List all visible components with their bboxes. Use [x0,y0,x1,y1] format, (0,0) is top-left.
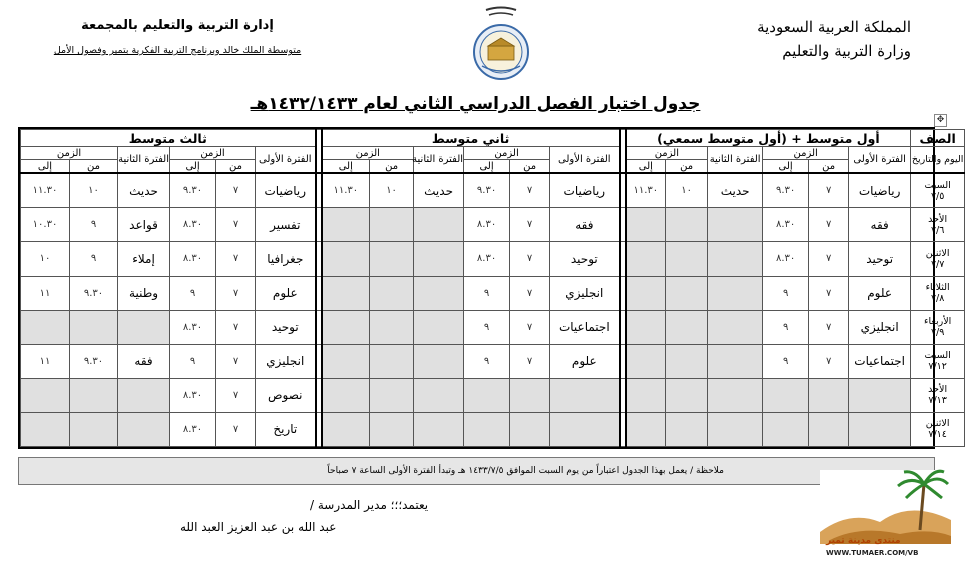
time-header: الزمن [21,147,118,160]
period2-to [322,412,370,446]
day-date: ٧/٨ [930,293,945,305]
period1-from: ٧ [216,208,256,242]
table-header [21,130,965,174]
period2-to [322,276,370,310]
period2-subject: إملاء [118,242,170,276]
day-date: ٧/١٣ [928,395,947,407]
period2-header: الفترة الثانية [708,147,763,174]
period1-to [763,412,809,446]
period1-to [464,378,510,412]
period2-to [626,242,666,276]
period1-to: ٩ [170,276,216,310]
principal-name: عبد الله بن عبد العزيز العبد الله [180,520,337,534]
period1-from [510,412,550,446]
period2-to [21,378,70,412]
period1-to: ٨.٣٠ [170,242,216,276]
period1-subject: انجليزي [256,344,316,378]
section-header-3: ثالث متوسط [21,130,316,147]
day-date: ٧/١٢ [928,361,947,373]
period1-subject: علوم [256,276,316,310]
day-date-header: اليوم والتاريخ [911,147,965,174]
period1-subject: نصوص [256,378,316,412]
period1-header: الفترة الأولى [849,147,911,174]
school-label: متوسطة الملك خالد وبرنامج التربية الفكرية بتمير وفصول الأمل [53,45,302,56]
from-header: من [809,160,849,174]
table-row [21,310,965,344]
period1-to: ٩ [763,310,809,344]
period1-from [809,412,849,446]
period1-subject: رياضيات [256,173,316,208]
period1-subject: توحيد [256,310,316,344]
table-row [21,173,965,208]
period2-to [626,412,666,446]
to-header: إلى [21,160,70,174]
day-name: الاثنين [925,247,950,259]
period2-to [322,310,370,344]
period2-to: ١١ [21,344,70,378]
period1-subject [550,378,620,412]
table-move-handle-icon[interactable]: ✥ [934,114,947,127]
period2-subject [708,276,763,310]
period1-subject: توحيد [849,242,911,276]
section-divider [316,173,322,208]
period2-to [322,208,370,242]
period1-to: ٨.٣٠ [170,378,216,412]
period2-subject [414,208,464,242]
period2-subject [708,242,763,276]
day-date: ٧/٩ [930,327,945,339]
kingdom-label: المملكة العربية السعودية [757,18,911,36]
period2-to: ١٠.٣٠ [21,208,70,242]
period1-from: ٧ [216,310,256,344]
period2-to [626,208,666,242]
period1-subject: اجتماعيات [849,344,911,378]
day-date-cell [911,208,965,242]
period2-from [666,276,708,310]
day-date: ٧/٦ [930,224,945,236]
exam-schedule-table [18,127,964,449]
period2-from [70,310,118,344]
period2-subject [118,412,170,446]
period2-subject [708,412,763,446]
period2-subject: حديث [414,173,464,208]
time-header: الزمن [464,147,550,160]
period2-subject: وطنية [118,276,170,310]
period2-from: ٩ [70,208,118,242]
day-name: الأحد [928,213,948,225]
period2-from: ١٠ [666,173,708,208]
section-divider [620,173,626,208]
table-body [21,173,965,447]
page-title-wrap [0,94,951,114]
period1-subject: رياضيات [550,173,620,208]
table-row [21,344,965,378]
day-date-cell [911,173,965,208]
period1-header: الفترة الأولى [256,147,316,174]
day-date: ٧/١٤ [928,429,947,441]
section-header-2: ثاني متوسط [322,130,620,147]
section-divider [316,378,322,412]
period2-to: ١٠ [21,242,70,276]
ministry-header [757,18,911,60]
period2-subject [708,378,763,412]
forum-logo [820,470,951,558]
period2-subject: حديث [118,173,170,208]
period1-from: ٧ [510,242,550,276]
period2-from [370,344,414,378]
period1-to: ٨.٣٠ [170,412,216,446]
section-divider [620,208,626,242]
period1-to: ٩ [170,344,216,378]
section-header-1: أول متوسط + (أول متوسط سمعي) [626,130,911,147]
section-divider [620,242,626,276]
period2-from [666,378,708,412]
day-date-cell [911,310,965,344]
period2-to [322,242,370,276]
period2-from: ١٠ [70,173,118,208]
day-name: الثلاثاء [925,282,950,294]
period1-to: ٩ [464,344,510,378]
period1-from: ٧ [809,310,849,344]
period1-from: ٧ [216,412,256,446]
period2-from [370,412,414,446]
day-date-cell [911,412,965,446]
period2-to [626,378,666,412]
period1-subject: جغرافيا [256,242,316,276]
day-name: الأحد [928,384,948,396]
day-name: السبت [924,179,951,191]
period2-from [370,276,414,310]
period2-from [666,344,708,378]
period2-subject [708,344,763,378]
period2-to: ١١.٣٠ [322,173,370,208]
period1-to [763,378,809,412]
forum-name: منتدى مدينة تمير [826,536,901,546]
period2-header: الفترة الثانية [414,147,464,174]
table-row [21,242,965,276]
to-header: إلى [763,160,809,174]
from-header: من [666,160,708,174]
table-row [21,378,965,412]
period1-subject: انجليزي [550,276,620,310]
period1-subject: علوم [849,276,911,310]
period1-to: ٩ [464,276,510,310]
period2-to [626,276,666,310]
period2-header: الفترة الثانية [118,147,170,174]
directorate-header [45,18,310,56]
period1-to: ٨.٣٠ [170,310,216,344]
period2-subject [414,276,464,310]
period1-from: ٧ [216,378,256,412]
period1-from: ٧ [809,276,849,310]
from-header: من [216,160,256,174]
section-divider [620,310,626,344]
period2-to [322,378,370,412]
section-divider [620,378,626,412]
period1-to: ٩ [763,276,809,310]
period1-from: ٧ [809,242,849,276]
period2-subject [414,242,464,276]
period1-from: ٧ [216,242,256,276]
time-header: الزمن [170,147,256,160]
section-divider [316,310,322,344]
period1-subject: فقه [849,208,911,242]
period2-subject: حديث [708,173,763,208]
period2-from [70,378,118,412]
period2-to [626,310,666,344]
period1-subject: انجليزي [849,310,911,344]
period2-subject [414,378,464,412]
period2-to: ١١ [21,276,70,310]
section-divider [316,242,322,276]
forum-url[interactable]: WWW.TUMAER.COM/VB [826,549,919,557]
period2-subject [708,208,763,242]
period1-from: ٧ [510,344,550,378]
period2-from [666,208,708,242]
period1-to [464,412,510,446]
corner-header: الصف [911,130,965,147]
to-header: إلى [464,160,510,174]
period1-subject: علوم [550,344,620,378]
period1-subject [849,378,911,412]
period1-to: ٩ [464,310,510,344]
period2-from [666,412,708,446]
period2-from [370,310,414,344]
period2-from: ١٠ [370,173,414,208]
period1-from: ٧ [510,173,550,208]
section-divider [316,208,322,242]
period2-subject: فقه [118,344,170,378]
section-divider [620,276,626,310]
period1-header: الفترة الأولى [550,147,620,174]
period2-to: ١١.٣٠ [21,173,70,208]
table-row [21,208,965,242]
period1-subject: توحيد [550,242,620,276]
period2-from: ٩.٣٠ [70,344,118,378]
period1-from: ٧ [809,208,849,242]
period1-from [510,378,550,412]
approval-label: يعتمد؛؛؛ مدير المدرسة / [310,498,429,512]
period1-to: ٨.٣٠ [464,208,510,242]
period1-subject: فقه [550,208,620,242]
period2-from [666,310,708,344]
period2-subject: قواعد [118,208,170,242]
period1-from: ٧ [809,344,849,378]
period2-from [370,378,414,412]
period1-subject [550,412,620,446]
period2-subject [414,310,464,344]
period1-to: ٨.٣٠ [763,242,809,276]
period2-to [626,344,666,378]
period1-to: ٨.٣٠ [763,208,809,242]
period1-to: ٩.٣٠ [763,173,809,208]
period1-from: ٧ [510,276,550,310]
day-date-cell [911,378,965,412]
page-title: جدول اختبار الفصل الدراسي الثاني لعام ١٤٣٢/١٤٣٣هـ [250,94,701,114]
period2-to [322,344,370,378]
period2-subject [414,412,464,446]
section-divider [620,412,626,446]
section-divider [316,344,322,378]
table-row [21,276,965,310]
period1-subject [849,412,911,446]
period2-to [21,412,70,446]
section-divider [620,344,626,378]
period1-to: ٩.٣٠ [170,173,216,208]
ministry-label: وزارة التربية والتعليم [782,42,911,60]
period1-subject: اجتماعيات [550,310,620,344]
from-header: من [370,160,414,174]
section-divider [316,412,322,446]
period2-from [70,412,118,446]
period1-from: ٧ [216,173,256,208]
note-text: ملاحظة / يعمل بهذا الجدول اعتباراً من يوم السبت الموافق ١٤٣٣/٧/٥ هـ وتبدأ الفترة الأولى الساعة ٧ صباحاً [327,466,724,476]
time-header: الزمن [626,147,708,160]
period2-from [370,242,414,276]
period1-to: ٨.٣٠ [464,242,510,276]
period2-subject [118,378,170,412]
period2-subject [118,310,170,344]
day-name: الأربعاء [924,316,952,328]
period2-to [21,310,70,344]
period1-from: ٧ [809,173,849,208]
period1-to: ٩ [763,344,809,378]
period2-subject [414,344,464,378]
period1-from: ٧ [510,310,550,344]
day-date: ٧/٥ [930,190,945,202]
period1-to: ٨.٣٠ [170,208,216,242]
day-name: السبت [924,350,951,362]
to-header: إلى [170,160,216,174]
to-header: إلى [322,160,370,174]
table-row [21,412,965,446]
period2-from [370,208,414,242]
time-header: الزمن [763,147,849,160]
from-header: من [70,160,118,174]
from-header: من [510,160,550,174]
period2-to: ١١.٣٠ [626,173,666,208]
day-name: الاثنين [925,418,950,430]
period2-from: ٩.٣٠ [70,276,118,310]
period1-from [809,378,849,412]
ministry-logo-icon [460,4,542,86]
day-date-cell [911,276,965,310]
time-header: الزمن [322,147,414,160]
period2-from [666,242,708,276]
to-header: إلى [626,160,666,174]
day-date-cell [911,242,965,276]
note-box [18,457,935,485]
period1-from: ٧ [216,276,256,310]
directorate-label: إدارة التربية والتعليم بالمجمعة [81,18,274,33]
period1-subject: رياضيات [849,173,911,208]
period1-from: ٧ [510,208,550,242]
period1-subject: تاريخ [256,412,316,446]
period1-from: ٧ [216,344,256,378]
period2-from: ٩ [70,242,118,276]
period1-subject: تفسير [256,208,316,242]
day-date: ٧/٧ [930,258,945,270]
day-date-cell [911,344,965,378]
period2-subject [708,310,763,344]
period1-to: ٩.٣٠ [464,173,510,208]
section-divider [316,276,322,310]
